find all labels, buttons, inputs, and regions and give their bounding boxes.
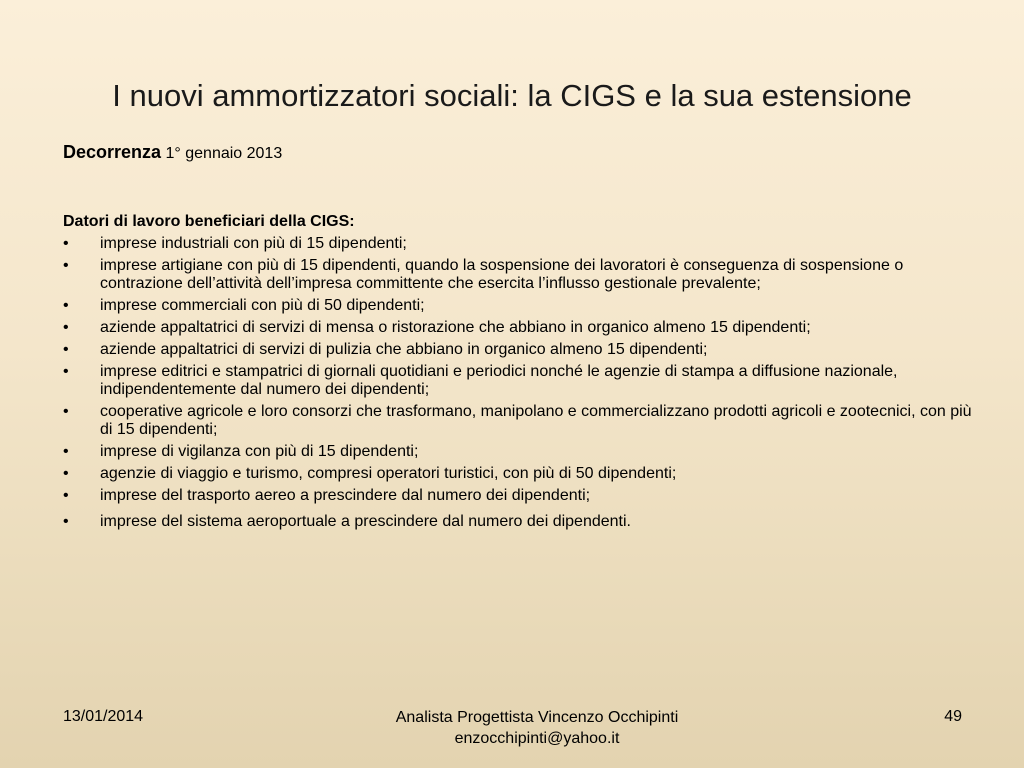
footer-author-name: Analista Progettista Vincenzo Occhipinti (395, 709, 679, 726)
list-item (63, 465, 973, 483)
bullet-icon: • (63, 341, 69, 358)
slide-body (63, 213, 973, 535)
decorrenza-label: Decorrenza (63, 142, 162, 162)
list-item-text: imprese commerciali con più di 50 dipendenti; (100, 297, 425, 314)
list-item (63, 257, 973, 293)
bullet-icon: • (63, 235, 69, 252)
list-item (63, 513, 973, 531)
list-item-text: imprese artigiane con più di 15 dipendenti, quando la sospensione dei lavoratori è conseguenza di sospensione o contrazione dell’attività dell’impresa committente che esercita l’influsso gestionale prevalente; (100, 257, 904, 292)
bullet-icon: • (63, 443, 69, 460)
list-item-text: imprese del trasporto aereo a prescindere dal numero dei dipendenti; (100, 487, 591, 504)
list-item-text: cooperative agricole e loro consorzi che trasformano, manipolano e commercializzano prodotti agricoli e zootecnici, con più di 15 dipendenti; (100, 403, 972, 438)
list-item (63, 297, 973, 315)
list-item (63, 341, 973, 359)
section-heading: Datori di lavoro beneficiari della CIGS: (63, 213, 355, 230)
list-item-text: agenzie di viaggio e turismo, compresi operatori turistici, con più di 50 dipendenti; (100, 465, 677, 482)
bullet-icon: • (63, 297, 69, 314)
bullet-icon: • (63, 319, 69, 336)
footer-author-email: enzocchipinti@yahoo.it (454, 730, 620, 747)
list-item (63, 403, 973, 439)
bullet-icon: • (63, 487, 69, 504)
bullet-icon: • (63, 513, 69, 530)
bullet-list (63, 235, 973, 531)
list-item (63, 319, 973, 337)
decorrenza-value: 1° gennaio 2013 (165, 145, 283, 162)
list-item-text: aziende appaltatrici di servizi di pulizia che abbiano in organico almeno 15 dipendenti; (100, 341, 708, 358)
list-item (63, 235, 973, 253)
list-item-text: imprese di vigilanza con più di 15 dipendenti; (100, 443, 419, 460)
list-item (63, 487, 973, 505)
bullet-icon: • (63, 403, 69, 420)
footer-date: 13/01/2014 (63, 708, 144, 725)
page-number: 49 (944, 708, 962, 725)
footer-author (312, 707, 762, 749)
list-item (63, 363, 973, 399)
bullet-icon: • (63, 363, 69, 380)
list-item-text: imprese industriali con più di 15 dipendenti; (100, 235, 407, 252)
list-item-text: imprese del sistema aeroportuale a prescindere dal numero dei dipendenti. (100, 513, 631, 530)
slide-title: I nuovi ammortizzatori sociali: la CIGS e la sua estensione (112, 78, 912, 113)
list-item (63, 443, 973, 461)
decorrenza-line (63, 141, 282, 165)
bullet-icon: • (63, 465, 69, 482)
list-item-text: imprese editrici e stampatrici di giornali quotidiani e periodici nonché le agenzie di stampa a diffusione nazionale, indipendentemente dal numero dei dipendenti; (100, 363, 898, 398)
list-item-text: aziende appaltatrici di servizi di mensa o ristorazione che abbiano in organico almeno 15 dipendenti; (100, 319, 811, 336)
bullet-icon: • (63, 257, 69, 274)
